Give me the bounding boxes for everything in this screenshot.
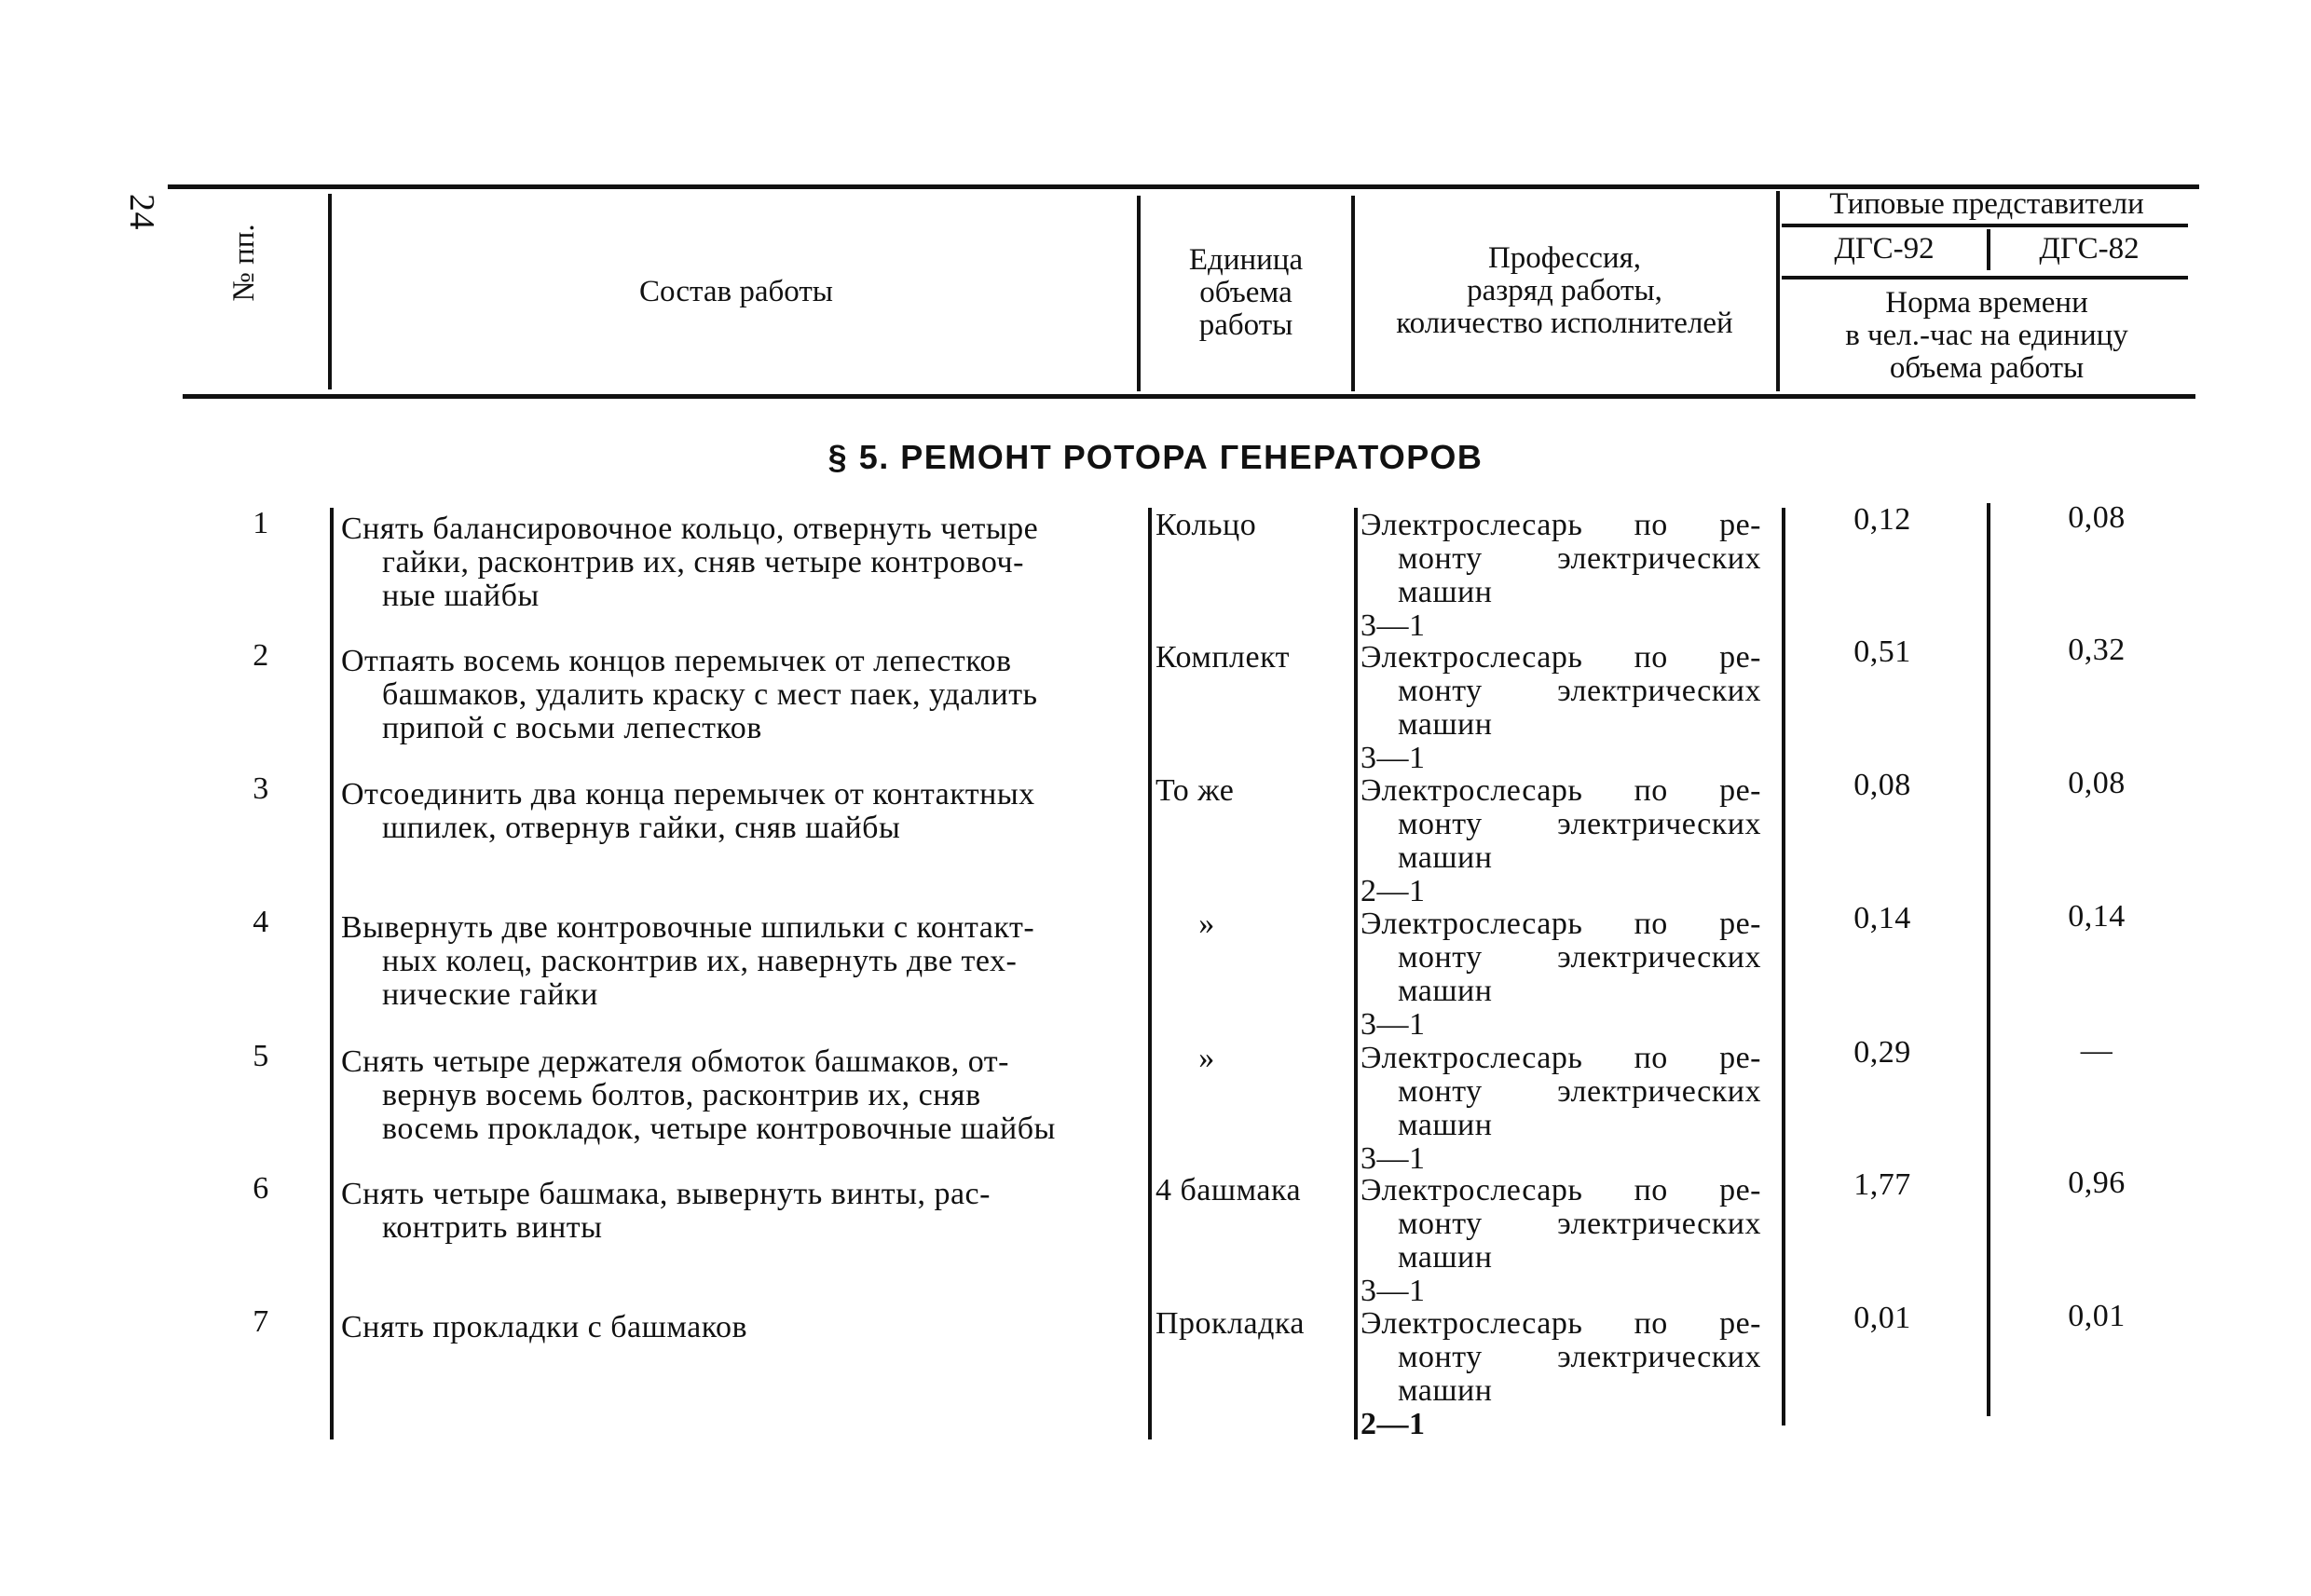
profession-line: монту электрических bbox=[1398, 1340, 1761, 1374]
work-line: нические гайки bbox=[382, 977, 598, 1012]
row-work-description bbox=[341, 778, 1152, 845]
profession-grade: 3—1 bbox=[1361, 1007, 1426, 1042]
profession-line: машин bbox=[1398, 1240, 1493, 1275]
profession-line: Электрослесарь по ре- bbox=[1361, 508, 1761, 542]
header-divider-work bbox=[1137, 196, 1141, 391]
row-profession bbox=[1361, 509, 1761, 643]
row-profession bbox=[1361, 641, 1761, 775]
body-divider-prof bbox=[1782, 508, 1785, 1425]
work-line: контрить винты bbox=[382, 1210, 603, 1245]
profession-line: монту электрических bbox=[1398, 674, 1761, 708]
profession-line: Электрослесарь по ре- bbox=[1361, 1306, 1761, 1341]
work-line: Снять четыре башмака, вывернуть винты, рас- bbox=[341, 1177, 991, 1211]
body-divider-num bbox=[330, 508, 334, 1439]
row-work-description bbox=[341, 1178, 1152, 1245]
work-line: припой с восьми лепестков bbox=[382, 711, 762, 745]
row-profession bbox=[1361, 1042, 1761, 1176]
header-num-col: № пп. bbox=[227, 224, 261, 302]
row-work-description bbox=[341, 512, 1152, 613]
work-line: Снять четыре держателя обмоток башмаков, от- bbox=[341, 1044, 1009, 1079]
header-prof-col bbox=[1353, 242, 1776, 340]
row-unit: » bbox=[1198, 1041, 1215, 1075]
header-norm-line: объема работы bbox=[1889, 351, 2085, 385]
profession-grade: 3—1 bbox=[1361, 608, 1426, 643]
profession-line: машин bbox=[1398, 1108, 1493, 1142]
profession-line: машин bbox=[1398, 1373, 1493, 1408]
header-unit-line: работы bbox=[1198, 308, 1293, 342]
header-divider-num bbox=[328, 194, 332, 389]
profession-line: монту электрических bbox=[1398, 541, 1761, 576]
row-norm-dgs92: 0,14 bbox=[1853, 901, 1911, 935]
profession-line: Электрослесарь по ре- bbox=[1361, 640, 1761, 675]
profession-line: машин bbox=[1398, 707, 1493, 742]
header-norm-line: Норма времени bbox=[1885, 286, 2088, 320]
work-line: ных колец, расконтрив их, навернуть две тех- bbox=[382, 944, 1018, 978]
header-norm bbox=[1782, 287, 2192, 385]
profession-line: машин bbox=[1398, 974, 1493, 1008]
work-line: Снять прокладки с башмаков bbox=[341, 1310, 748, 1344]
header-prof-line: разряд работы, bbox=[1467, 274, 1662, 307]
row-unit: Комплект bbox=[1156, 640, 1291, 675]
row-norm-dgs82: 0,32 bbox=[2068, 633, 2126, 667]
work-line: Отпаять восемь концов перемычек от лепестков bbox=[341, 644, 1012, 678]
row-work-description bbox=[341, 1045, 1152, 1146]
row-norm-dgs82: 0,96 bbox=[2068, 1166, 2126, 1200]
row-norm-dgs82: 0,08 bbox=[2068, 500, 2126, 535]
row-norm-dgs82: 0,01 bbox=[2068, 1299, 2126, 1333]
row-norm-dgs92: 0,29 bbox=[1853, 1035, 1911, 1070]
body-divider-unit bbox=[1354, 508, 1358, 1439]
profession-line: машин bbox=[1398, 575, 1493, 609]
row-norm-dgs82: 0,08 bbox=[2068, 766, 2126, 800]
row-norm-dgs82: — bbox=[2080, 1033, 2113, 1068]
body-divider-reps bbox=[1987, 503, 1990, 1416]
profession-grade: 2—1 bbox=[1361, 874, 1426, 908]
row-unit: Кольцо bbox=[1156, 508, 1257, 542]
profession-line: Электрослесарь по ре- bbox=[1361, 1173, 1761, 1207]
row-norm-dgs92: 0,12 bbox=[1853, 502, 1911, 537]
row-norm-dgs92: 1,77 bbox=[1853, 1167, 1911, 1202]
work-line: вернув восемь болтов, расконтрив их, сняв bbox=[382, 1078, 981, 1112]
page-number: 24 bbox=[122, 194, 161, 230]
work-line: гайки, расконтрив их, сняв четыре контровоч- bbox=[382, 545, 1024, 580]
row-profession bbox=[1361, 1174, 1761, 1308]
header-rep1: ДГС-92 bbox=[1834, 232, 1935, 266]
profession-grade: 3—1 bbox=[1361, 1274, 1426, 1308]
header-prof-line: Профессия, bbox=[1487, 241, 1642, 275]
profession-line: монту электрических bbox=[1398, 807, 1761, 841]
header-norm-rule bbox=[1782, 276, 2188, 280]
profession-line: машин bbox=[1398, 840, 1493, 875]
row-unit: Прокладка bbox=[1156, 1306, 1306, 1341]
profession-grade: 3—1 bbox=[1361, 1141, 1426, 1176]
row-work-description bbox=[341, 645, 1152, 745]
work-line: Отсоединить два конца перемычек от контактных bbox=[341, 777, 1035, 812]
profession-line: монту электрических bbox=[1398, 1074, 1761, 1109]
row-profession bbox=[1361, 774, 1761, 908]
header-divider-prof bbox=[1776, 191, 1780, 391]
work-line: башмаков, удалить краску с мест паек, удалить bbox=[382, 677, 1038, 712]
header-reps-title: Типовые представители bbox=[1829, 187, 2144, 221]
work-line: Вывернуть две контровочные шпильки с контакт- bbox=[341, 910, 1035, 945]
row-profession bbox=[1361, 907, 1761, 1042]
row-number: 5 bbox=[253, 1039, 269, 1073]
row-unit: То же bbox=[1156, 773, 1235, 808]
header-reps-rule bbox=[1782, 224, 2188, 227]
row-work-description bbox=[341, 911, 1152, 1012]
profession-grade: 3—1 bbox=[1361, 741, 1426, 775]
header-unit-col bbox=[1142, 244, 1349, 342]
profession-line: Электрослесарь по ре- bbox=[1361, 773, 1761, 808]
profession-line: монту электрических bbox=[1398, 1207, 1761, 1241]
work-line: ные шайбы bbox=[382, 579, 540, 613]
row-number: 7 bbox=[253, 1304, 269, 1339]
row-profession bbox=[1361, 1307, 1761, 1441]
row-number: 1 bbox=[253, 506, 269, 540]
work-line: шпилек, отвернув гайки, сняв шайбы bbox=[382, 811, 901, 845]
row-work-description bbox=[341, 1311, 1152, 1344]
row-number: 3 bbox=[253, 771, 269, 806]
body-divider-work bbox=[1148, 508, 1152, 1439]
row-number: 2 bbox=[253, 638, 269, 673]
profession-line: Электрослесарь по ре- bbox=[1361, 907, 1761, 941]
row-norm-dgs92: 0,08 bbox=[1853, 768, 1911, 802]
header-unit-line: объема bbox=[1199, 276, 1292, 309]
row-norm-dgs92: 0,51 bbox=[1853, 634, 1911, 669]
header-bottom-rule bbox=[183, 394, 2195, 399]
row-number: 4 bbox=[253, 905, 269, 939]
profession-line: Электрослесарь по ре- bbox=[1361, 1041, 1761, 1075]
section-title: § 5. РЕМОНТ РОТОРА ГЕНЕРАТОРОВ bbox=[827, 438, 1484, 476]
header-unit-line: Единица bbox=[1188, 243, 1304, 277]
profession-line: монту электрических bbox=[1398, 940, 1761, 975]
profession-grade: 2—1 bbox=[1361, 1407, 1426, 1441]
row-unit: 4 башмака bbox=[1156, 1173, 1302, 1207]
header-rep2: ДГС-82 bbox=[2039, 232, 2140, 266]
header-norm-line: в чел.-час на единицу bbox=[1845, 319, 2128, 352]
work-line: восемь прокладок, четыре контровочные шайбы bbox=[382, 1112, 1056, 1146]
work-line: Снять балансировочное кольцо, отвернуть четыре bbox=[341, 512, 1039, 546]
header-prof-line: количество исполнителей bbox=[1396, 307, 1733, 340]
row-number: 6 bbox=[253, 1171, 269, 1206]
row-norm-dgs92: 0,01 bbox=[1853, 1301, 1911, 1335]
row-norm-dgs82: 0,14 bbox=[2068, 899, 2126, 934]
header-work-col: Состав работы bbox=[639, 275, 833, 308]
row-unit: » bbox=[1198, 907, 1215, 941]
